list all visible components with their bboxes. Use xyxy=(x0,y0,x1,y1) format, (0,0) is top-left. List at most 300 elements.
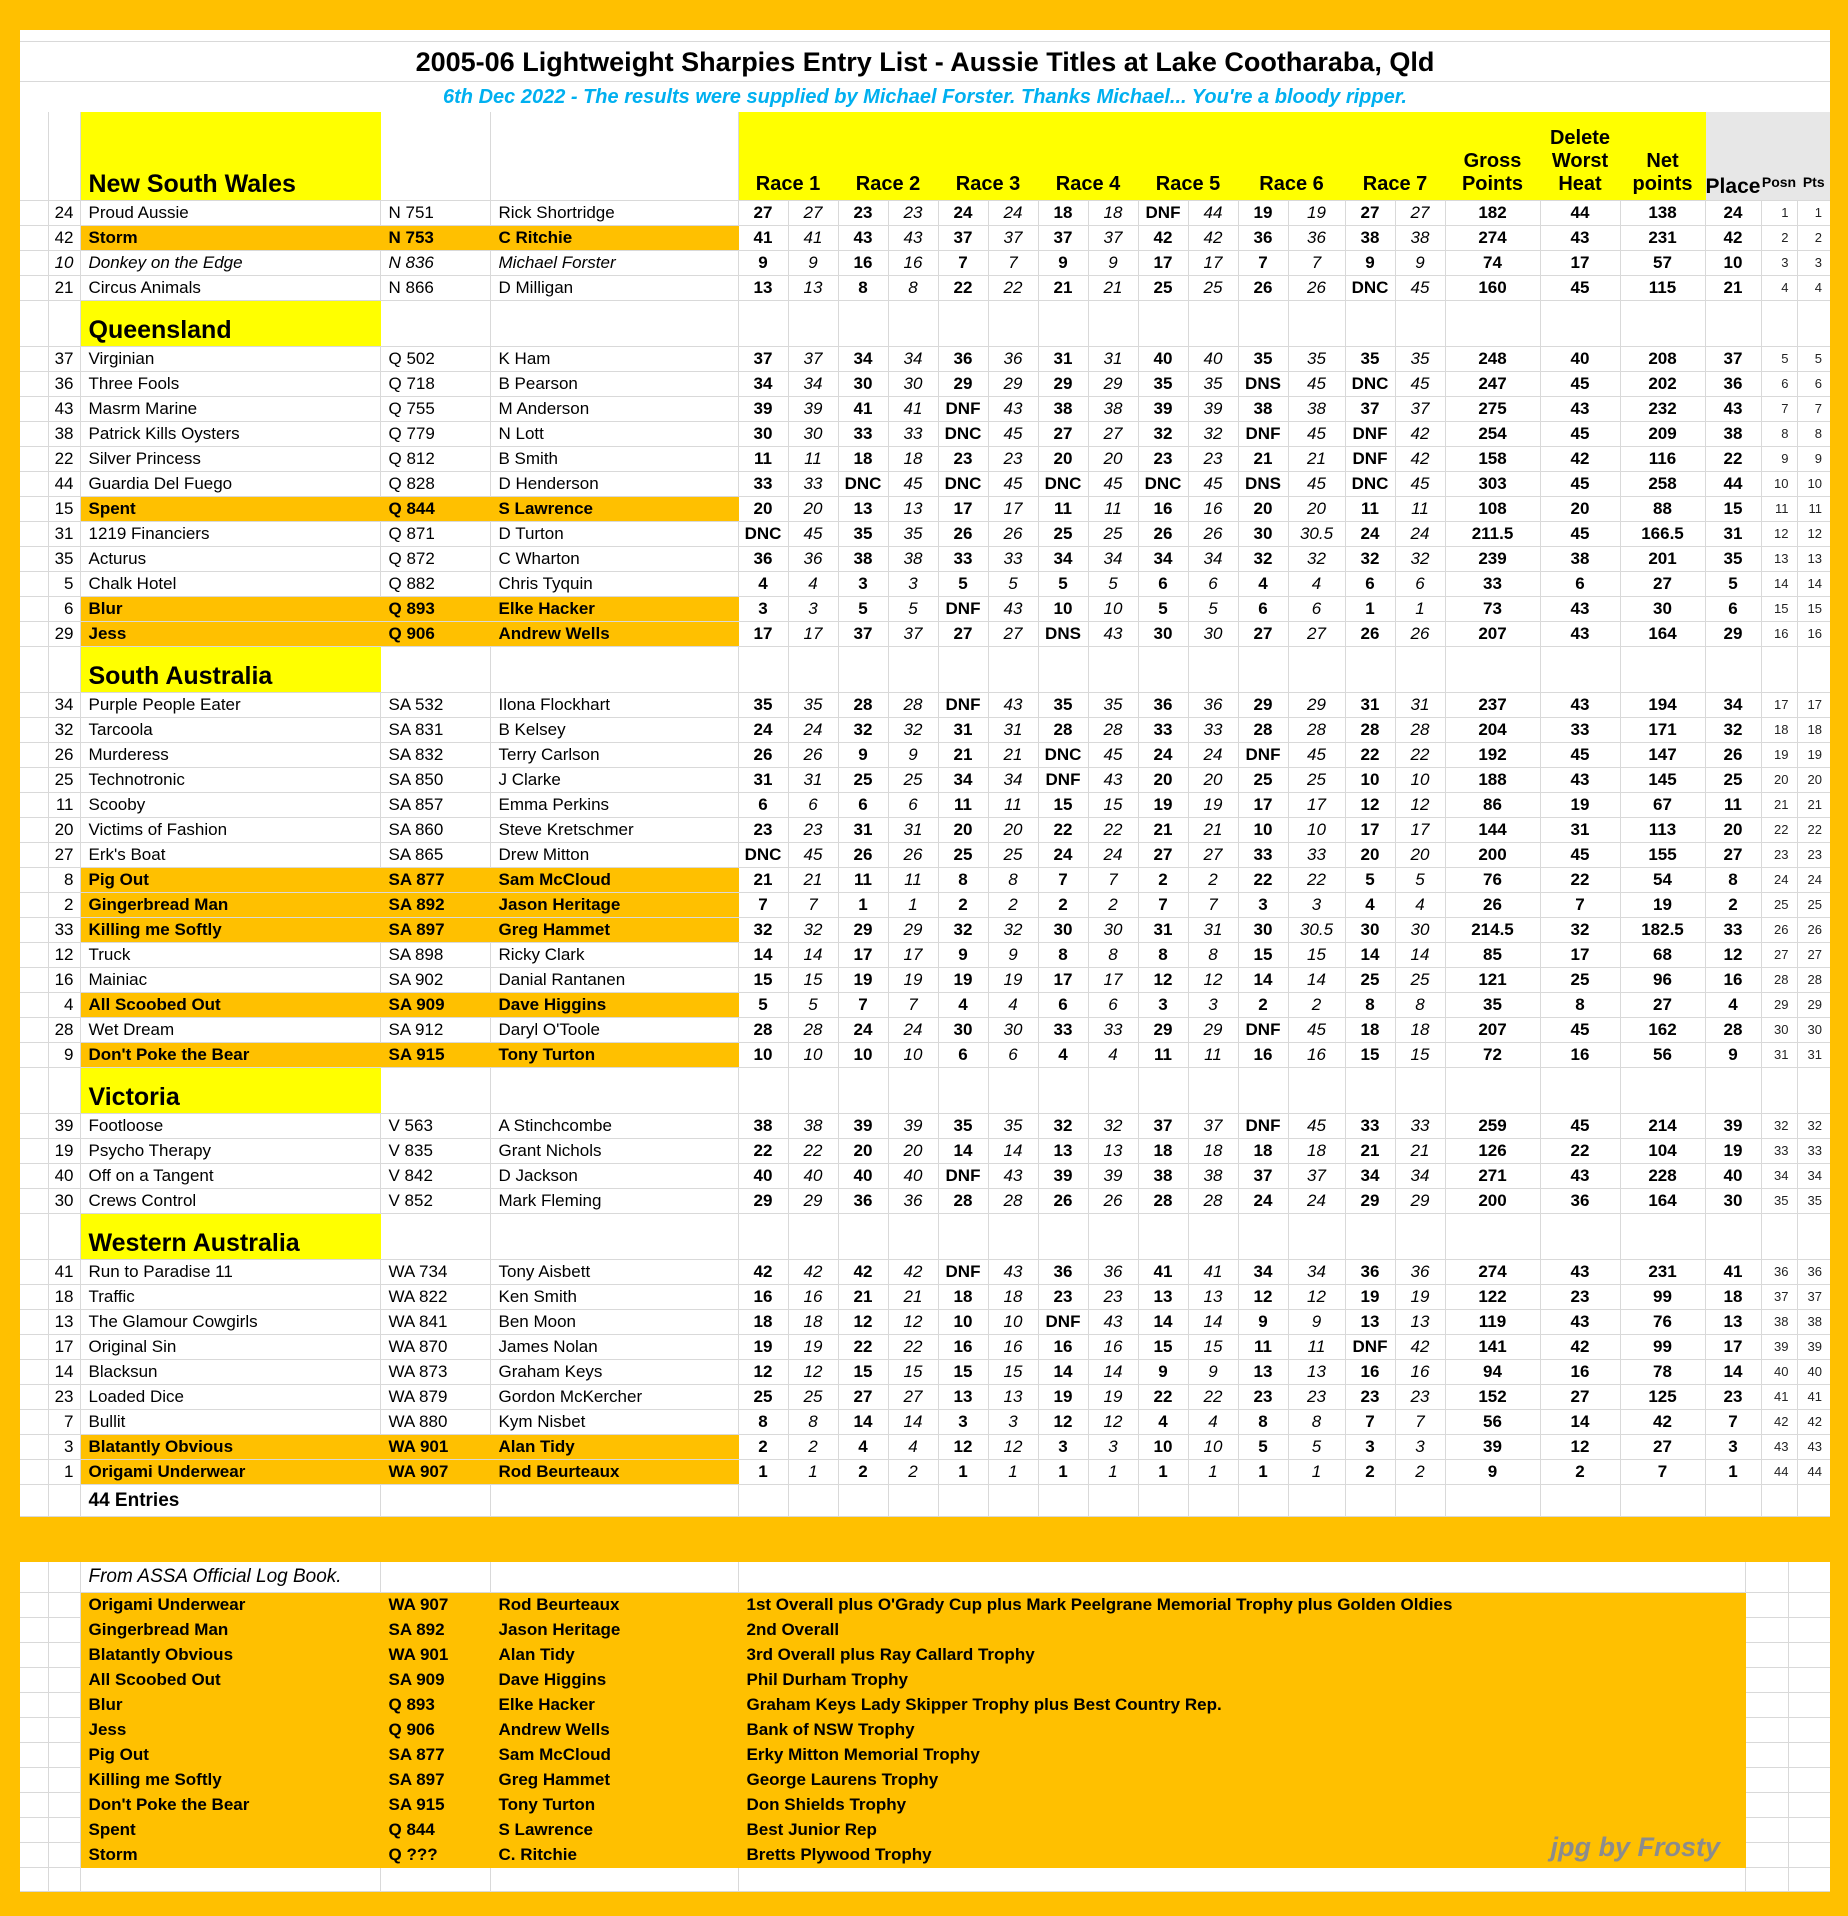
cell-posn[interactable]: 10 xyxy=(1761,471,1797,496)
cell-place[interactable]: 30 xyxy=(1705,1188,1761,1213)
cell-race-7-points[interactable]: 33 xyxy=(1395,1113,1445,1138)
trophy-rownum-cell[interactable] xyxy=(48,1842,80,1867)
cell-race-7-points[interactable]: 8 xyxy=(1395,992,1445,1017)
cell-place[interactable]: 44 xyxy=(1705,471,1761,496)
cell-posn[interactable]: 26 xyxy=(1761,917,1797,942)
cell-race-6-score[interactable]: DNF xyxy=(1238,421,1288,446)
section-race-blank[interactable] xyxy=(1288,1213,1345,1259)
cell-race-4-points[interactable]: 33 xyxy=(1088,1017,1138,1042)
trophy-rownum-cell[interactable] xyxy=(48,1817,80,1842)
cell-race-2-score[interactable]: 25 xyxy=(838,767,888,792)
cell-sail-number[interactable]: SA 831 xyxy=(380,717,490,742)
column-header-delete-worst-heat[interactable]: Delete Worst Heat xyxy=(1540,112,1620,200)
cell-sail-number[interactable]: N 753 xyxy=(380,225,490,250)
cell-gross-points[interactable]: 85 xyxy=(1445,942,1540,967)
cell-race-6-points[interactable]: 23 xyxy=(1288,1384,1345,1409)
cell-posn[interactable]: 30 xyxy=(1761,1017,1797,1042)
cell-race-4-score[interactable]: 10 xyxy=(1038,596,1088,621)
cell-race-7-score[interactable]: 21 xyxy=(1345,1138,1395,1163)
column-header-net-points[interactable]: Net points xyxy=(1620,112,1705,200)
cell-gross-points[interactable]: 247 xyxy=(1445,371,1540,396)
cell-race-7-points[interactable]: 17 xyxy=(1395,817,1445,842)
cell-race-1-score[interactable]: 35 xyxy=(738,692,788,717)
cell-race-5-points[interactable]: 40 xyxy=(1188,346,1238,371)
cell-race-5-score[interactable]: 32 xyxy=(1138,421,1188,446)
cell-place[interactable]: 26 xyxy=(1705,742,1761,767)
entry-spacer-cell[interactable] xyxy=(20,792,48,817)
cell-race-3-points[interactable]: 29 xyxy=(988,371,1038,396)
cell-race-1-score[interactable]: 12 xyxy=(738,1359,788,1384)
cell-race-5-points[interactable]: 29 xyxy=(1188,1017,1238,1042)
entry-spacer-cell[interactable] xyxy=(20,892,48,917)
cell-place[interactable]: 23 xyxy=(1705,1384,1761,1409)
section-header-new-south-wales[interactable]: New South Wales xyxy=(80,112,380,200)
cell-race-1-score[interactable]: 14 xyxy=(738,942,788,967)
cell-race-3-score[interactable]: 8 xyxy=(938,867,988,892)
section-sail-blank[interactable] xyxy=(380,1213,490,1259)
cell-race-6-score[interactable]: 37 xyxy=(1238,1163,1288,1188)
cell-delete-worst-heat[interactable]: 31 xyxy=(1540,817,1620,842)
section-spacer-cell[interactable] xyxy=(20,1067,48,1113)
cell-net-points[interactable]: 57 xyxy=(1620,250,1705,275)
cell-place-number[interactable]: 20 xyxy=(48,817,80,842)
cell-delete-worst-heat[interactable]: 43 xyxy=(1540,1163,1620,1188)
cell-race-5-score[interactable]: 35 xyxy=(1138,371,1188,396)
cell-posn[interactable]: 31 xyxy=(1761,1042,1797,1067)
cell-race-1-points[interactable]: 22 xyxy=(788,1138,838,1163)
cell-boat-name[interactable]: Donkey on the Edge xyxy=(80,250,380,275)
cell-place[interactable]: 36 xyxy=(1705,371,1761,396)
entries-race-blank[interactable] xyxy=(788,1484,838,1516)
cell-race-7-score[interactable]: 9 xyxy=(1345,250,1395,275)
trophy-skipper-name[interactable]: Rod Beurteaux xyxy=(490,1592,738,1617)
cell-place-number[interactable]: 34 xyxy=(48,692,80,717)
log-book-note[interactable]: From ASSA Official Log Book. xyxy=(80,1562,380,1592)
cell-race-5-points[interactable]: 2 xyxy=(1188,867,1238,892)
cell-race-4-score[interactable]: 4 xyxy=(1038,1042,1088,1067)
cell-race-5-score[interactable]: 37 xyxy=(1138,1113,1188,1138)
section-net-blank[interactable] xyxy=(1620,1213,1705,1259)
cell-race-6-points[interactable]: 11 xyxy=(1288,1334,1345,1359)
entry-spacer-cell[interactable] xyxy=(20,1017,48,1042)
cell-race-4-points[interactable]: 2 xyxy=(1088,892,1138,917)
cell-race-2-points[interactable]: 1 xyxy=(888,892,938,917)
cell-race-1-points[interactable]: 34 xyxy=(788,371,838,396)
cell-place[interactable]: 40 xyxy=(1705,1163,1761,1188)
cell-net-points[interactable]: 30 xyxy=(1620,596,1705,621)
cell-place-number[interactable]: 21 xyxy=(48,275,80,300)
cell-race-4-points[interactable]: 6 xyxy=(1088,992,1138,1017)
trophy-spacer-cell[interactable] xyxy=(20,1617,48,1642)
cell-skipper-name[interactable]: D Milligan xyxy=(490,275,738,300)
cell-race-2-points[interactable]: 25 xyxy=(888,767,938,792)
section-race-blank[interactable] xyxy=(1345,646,1395,692)
cell-race-2-score[interactable]: 35 xyxy=(838,521,888,546)
lognote-right-blank[interactable] xyxy=(1745,1562,1788,1592)
cell-sail-number[interactable]: SA 898 xyxy=(380,942,490,967)
cell-race-4-points[interactable]: 27 xyxy=(1088,421,1138,446)
cell-race-5-points[interactable]: 8 xyxy=(1188,942,1238,967)
cell-race-3-score[interactable]: 26 xyxy=(938,521,988,546)
cell-race-4-score[interactable]: 28 xyxy=(1038,717,1088,742)
section-race-blank[interactable] xyxy=(1038,300,1088,346)
cell-race-5-points[interactable]: 23 xyxy=(1188,446,1238,471)
cell-posn[interactable]: 12 xyxy=(1761,521,1797,546)
trophy-spacer-cell[interactable] xyxy=(20,1642,48,1667)
trophy-boat-name[interactable]: Spent xyxy=(80,1817,380,1842)
section-race-blank[interactable] xyxy=(1088,1067,1138,1113)
cell-posn[interactable]: 44 xyxy=(1761,1459,1797,1484)
cell-race-5-points[interactable]: 38 xyxy=(1188,1163,1238,1188)
cell-place[interactable]: 5 xyxy=(1705,571,1761,596)
cell-delete-worst-heat[interactable]: 33 xyxy=(1540,717,1620,742)
cell-race-1-score[interactable]: 26 xyxy=(738,742,788,767)
section-race-blank[interactable] xyxy=(738,1067,788,1113)
cell-boat-name[interactable]: Footloose xyxy=(80,1113,380,1138)
cell-pts[interactable]: 31 xyxy=(1797,1042,1830,1067)
cell-race-1-score[interactable]: 19 xyxy=(738,1334,788,1359)
cell-race-3-points[interactable]: 10 xyxy=(988,1309,1038,1334)
cell-net-points[interactable]: 201 xyxy=(1620,546,1705,571)
cell-posn[interactable]: 36 xyxy=(1761,1259,1797,1284)
entry-spacer-cell[interactable] xyxy=(20,546,48,571)
cell-race-2-score[interactable]: 13 xyxy=(838,496,888,521)
cell-race-7-points[interactable]: 11 xyxy=(1395,496,1445,521)
cell-race-4-score[interactable]: 6 xyxy=(1038,992,1088,1017)
cell-place-number[interactable]: 37 xyxy=(48,346,80,371)
cell-place-number[interactable]: 41 xyxy=(48,1259,80,1284)
cell-boat-name[interactable]: Traffic xyxy=(80,1284,380,1309)
cell-boat-name[interactable]: Technotronic xyxy=(80,767,380,792)
cell-race-5-points[interactable]: 16 xyxy=(1188,496,1238,521)
cell-posn[interactable]: 16 xyxy=(1761,621,1797,646)
cell-race-6-score[interactable]: 14 xyxy=(1238,967,1288,992)
trophy-rownum-cell[interactable] xyxy=(48,1767,80,1792)
cell-race-2-score[interactable]: 24 xyxy=(838,1017,888,1042)
cell-race-4-score[interactable]: 20 xyxy=(1038,446,1088,471)
cell-net-points[interactable]: 116 xyxy=(1620,446,1705,471)
cell-sail-number[interactable]: V 563 xyxy=(380,1113,490,1138)
cell-race-2-points[interactable]: 7 xyxy=(888,992,938,1017)
trophy-right-blank[interactable] xyxy=(1745,1767,1788,1792)
cell-race-7-points[interactable]: 13 xyxy=(1395,1309,1445,1334)
cell-race-6-score[interactable]: 7 xyxy=(1238,250,1288,275)
cell-race-4-points[interactable]: 37 xyxy=(1088,225,1138,250)
cell-skipper-name[interactable]: Tony Aisbett xyxy=(490,1259,738,1284)
cell-race-6-points[interactable]: 4 xyxy=(1288,571,1345,596)
cell-race-5-points[interactable]: 3 xyxy=(1188,992,1238,1017)
cell-race-1-points[interactable]: 14 xyxy=(788,942,838,967)
entry-spacer-cell[interactable] xyxy=(20,1042,48,1067)
cell-sail-number[interactable]: SA 902 xyxy=(380,967,490,992)
cell-place-number[interactable]: 9 xyxy=(48,1042,80,1067)
cell-skipper-name[interactable]: J Clarke xyxy=(490,767,738,792)
cell-race-7-score[interactable]: 2 xyxy=(1345,1459,1395,1484)
cell-race-5-points[interactable]: 1 xyxy=(1188,1459,1238,1484)
cell-place-number[interactable]: 18 xyxy=(48,1284,80,1309)
cell-race-6-points[interactable]: 32 xyxy=(1288,546,1345,571)
cell-race-1-score[interactable]: 20 xyxy=(738,496,788,521)
trophy-right-blank[interactable] xyxy=(1745,1667,1788,1692)
cell-place[interactable]: 27 xyxy=(1705,842,1761,867)
cell-race-4-score[interactable]: 19 xyxy=(1038,1384,1088,1409)
cell-net-points[interactable]: 138 xyxy=(1620,200,1705,225)
cell-race-4-points[interactable]: 36 xyxy=(1088,1259,1138,1284)
cell-pts[interactable]: 1 xyxy=(1797,200,1830,225)
cell-place-number[interactable]: 27 xyxy=(48,842,80,867)
section-race-blank[interactable] xyxy=(738,300,788,346)
cell-race-7-score[interactable]: 25 xyxy=(1345,967,1395,992)
cell-place[interactable]: 13 xyxy=(1705,1309,1761,1334)
cell-race-3-points[interactable]: 33 xyxy=(988,546,1038,571)
cell-gross-points[interactable]: 144 xyxy=(1445,817,1540,842)
trophy-sail-number[interactable]: SA 915 xyxy=(380,1792,490,1817)
cell-race-5-score[interactable]: 16 xyxy=(1138,496,1188,521)
cell-race-7-points[interactable]: 14 xyxy=(1395,942,1445,967)
entries-place-blank[interactable] xyxy=(1705,1484,1761,1516)
cell-place[interactable]: 22 xyxy=(1705,446,1761,471)
cell-race-4-points[interactable]: 43 xyxy=(1088,1309,1138,1334)
cell-gross-points[interactable]: 35 xyxy=(1445,992,1540,1017)
cell-race-5-points[interactable]: 27 xyxy=(1188,842,1238,867)
cell-race-2-score[interactable]: 14 xyxy=(838,1409,888,1434)
cell-sail-number[interactable]: SA 877 xyxy=(380,867,490,892)
cell-race-4-score[interactable]: 16 xyxy=(1038,1334,1088,1359)
cell-place-number[interactable]: 23 xyxy=(48,1384,80,1409)
cell-race-3-points[interactable]: 2 xyxy=(988,892,1038,917)
cell-race-7-points[interactable]: 2 xyxy=(1395,1459,1445,1484)
cell-net-points[interactable]: 147 xyxy=(1620,742,1705,767)
bottom-blank-cell[interactable] xyxy=(1788,1867,1830,1891)
cell-posn[interactable]: 40 xyxy=(1761,1359,1797,1384)
cell-sail-number[interactable]: Q 893 xyxy=(380,596,490,621)
cell-race-2-points[interactable]: 22 xyxy=(888,1334,938,1359)
cell-skipper-name[interactable]: K Ham xyxy=(490,346,738,371)
cell-posn[interactable]: 37 xyxy=(1761,1284,1797,1309)
cell-boat-name[interactable]: Erk's Boat xyxy=(80,842,380,867)
entries-count-label[interactable]: 44 Entries xyxy=(80,1484,380,1516)
cell-delete-worst-heat[interactable]: 45 xyxy=(1540,371,1620,396)
entry-spacer-cell[interactable] xyxy=(20,1409,48,1434)
cell-race-3-score[interactable]: 23 xyxy=(938,446,988,471)
trophy-spacer-cell[interactable] xyxy=(20,1817,48,1842)
cell-skipper-name[interactable]: Chris Tyquin xyxy=(490,571,738,596)
cell-gross-points[interactable]: 72 xyxy=(1445,1042,1540,1067)
cell-race-3-score[interactable]: 9 xyxy=(938,942,988,967)
cell-place[interactable]: 35 xyxy=(1705,546,1761,571)
cell-race-4-points[interactable]: 11 xyxy=(1088,496,1138,521)
cell-pts[interactable]: 18 xyxy=(1797,717,1830,742)
cell-race-3-score[interactable]: 18 xyxy=(938,1284,988,1309)
cell-race-5-score[interactable]: 31 xyxy=(1138,917,1188,942)
cell-race-7-points[interactable]: 45 xyxy=(1395,275,1445,300)
cell-race-2-points[interactable]: 10 xyxy=(888,1042,938,1067)
cell-race-3-score[interactable]: 37 xyxy=(938,225,988,250)
cell-boat-name[interactable]: Psycho Therapy xyxy=(80,1138,380,1163)
cell-race-6-score[interactable]: 29 xyxy=(1238,692,1288,717)
cell-race-4-points[interactable]: 28 xyxy=(1088,717,1138,742)
cell-boat-name[interactable]: Original Sin xyxy=(80,1334,380,1359)
trophy-spacer-cell[interactable] xyxy=(20,1667,48,1692)
cell-race-1-points[interactable]: 13 xyxy=(788,275,838,300)
cell-race-5-score[interactable]: 5 xyxy=(1138,596,1188,621)
section-race-blank[interactable] xyxy=(1238,646,1288,692)
cell-race-1-points[interactable]: 21 xyxy=(788,867,838,892)
cell-race-5-score[interactable]: 27 xyxy=(1138,842,1188,867)
cell-race-5-points[interactable]: 24 xyxy=(1188,742,1238,767)
entry-spacer-cell[interactable] xyxy=(20,200,48,225)
cell-race-1-points[interactable]: 2 xyxy=(788,1434,838,1459)
cell-gross-points[interactable]: 26 xyxy=(1445,892,1540,917)
cell-posn[interactable]: 42 xyxy=(1761,1409,1797,1434)
cell-boat-name[interactable]: Off on a Tangent xyxy=(80,1163,380,1188)
cell-race-4-points[interactable]: 20 xyxy=(1088,446,1138,471)
cell-race-7-score[interactable]: 4 xyxy=(1345,892,1395,917)
cell-race-6-score[interactable]: DNF xyxy=(1238,742,1288,767)
cell-place[interactable]: 17 xyxy=(1705,1334,1761,1359)
entry-spacer-cell[interactable] xyxy=(20,275,48,300)
cell-race-2-points[interactable]: 20 xyxy=(888,1138,938,1163)
cell-sail-number[interactable]: WA 880 xyxy=(380,1409,490,1434)
cell-race-7-points[interactable]: 12 xyxy=(1395,792,1445,817)
cell-skipper-name[interactable]: B Pearson xyxy=(490,371,738,396)
cell-race-6-score[interactable]: DNF xyxy=(1238,1113,1288,1138)
cell-skipper-name[interactable]: Jason Heritage xyxy=(490,892,738,917)
cell-race-1-score[interactable]: 22 xyxy=(738,1138,788,1163)
cell-pts[interactable]: 12 xyxy=(1797,521,1830,546)
cell-posn[interactable]: 8 xyxy=(1761,421,1797,446)
cell-boat-name[interactable]: Killing me Softly xyxy=(80,917,380,942)
trophy-boat-name[interactable]: Blur xyxy=(80,1692,380,1717)
cell-skipper-name[interactable]: B Smith xyxy=(490,446,738,471)
cell-race-1-points[interactable]: 1 xyxy=(788,1459,838,1484)
section-race-blank[interactable] xyxy=(938,300,988,346)
cell-race-7-score[interactable]: DNC xyxy=(1345,371,1395,396)
trophy-boat-name[interactable]: All Scoobed Out xyxy=(80,1667,380,1692)
trophy-rownum-cell[interactable] xyxy=(48,1592,80,1617)
cell-skipper-name[interactable]: B Kelsey xyxy=(490,717,738,742)
cell-race-6-points[interactable]: 45 xyxy=(1288,371,1345,396)
cell-delete-worst-heat[interactable]: 42 xyxy=(1540,446,1620,471)
header-skipper-cell[interactable] xyxy=(490,112,738,200)
cell-race-7-points[interactable]: 26 xyxy=(1395,621,1445,646)
cell-race-5-score[interactable]: 30 xyxy=(1138,621,1188,646)
section-header-south-australia[interactable]: South Australia xyxy=(80,646,380,692)
cell-race-7-points[interactable]: 34 xyxy=(1395,1163,1445,1188)
cell-place[interactable]: 8 xyxy=(1705,867,1761,892)
cell-pts[interactable]: 15 xyxy=(1797,596,1830,621)
cell-sail-number[interactable]: N 836 xyxy=(380,250,490,275)
cell-place[interactable]: 42 xyxy=(1705,225,1761,250)
cell-race-6-score[interactable]: DNF xyxy=(1238,1017,1288,1042)
cell-pts[interactable]: 5 xyxy=(1797,346,1830,371)
cell-delete-worst-heat[interactable]: 42 xyxy=(1540,1334,1620,1359)
trophy-sail-number[interactable]: SA 897 xyxy=(380,1767,490,1792)
cell-race-2-points[interactable]: 9 xyxy=(888,742,938,767)
cell-pts[interactable]: 30 xyxy=(1797,1017,1830,1042)
cell-race-2-points[interactable]: 39 xyxy=(888,1113,938,1138)
cell-place-number[interactable]: 16 xyxy=(48,967,80,992)
cell-delete-worst-heat[interactable]: 44 xyxy=(1540,200,1620,225)
cell-pts[interactable]: 38 xyxy=(1797,1309,1830,1334)
cell-race-3-score[interactable]: 27 xyxy=(938,621,988,646)
entries-posn-blank[interactable] xyxy=(1761,1484,1797,1516)
cell-race-2-score[interactable]: 20 xyxy=(838,1138,888,1163)
cell-race-2-score[interactable]: 36 xyxy=(838,1188,888,1213)
cell-posn[interactable]: 39 xyxy=(1761,1334,1797,1359)
cell-net-points[interactable]: 99 xyxy=(1620,1334,1705,1359)
cell-sail-number[interactable]: N 751 xyxy=(380,200,490,225)
cell-delete-worst-heat[interactable]: 45 xyxy=(1540,421,1620,446)
cell-race-3-points[interactable]: 9 xyxy=(988,942,1038,967)
cell-race-7-score[interactable]: 14 xyxy=(1345,942,1395,967)
cell-pts[interactable]: 22 xyxy=(1797,817,1830,842)
cell-pts[interactable]: 39 xyxy=(1797,1334,1830,1359)
section-race-blank[interactable] xyxy=(838,1067,888,1113)
cell-race-3-score[interactable]: 10 xyxy=(938,1309,988,1334)
entries-sail-blank[interactable] xyxy=(380,1484,490,1516)
trophy-spacer-cell[interactable] xyxy=(20,1692,48,1717)
cell-race-2-score[interactable]: 23 xyxy=(838,200,888,225)
cell-race-5-points[interactable]: 15 xyxy=(1188,1334,1238,1359)
section-rownum-cell[interactable] xyxy=(48,300,80,346)
cell-race-5-score[interactable]: 14 xyxy=(1138,1309,1188,1334)
section-posn-blank[interactable] xyxy=(1761,1067,1797,1113)
cell-net-points[interactable]: 99 xyxy=(1620,1284,1705,1309)
cell-boat-name[interactable]: Origami Underwear xyxy=(80,1459,380,1484)
cell-posn[interactable]: 35 xyxy=(1761,1188,1797,1213)
cell-net-points[interactable]: 231 xyxy=(1620,1259,1705,1284)
cell-race-4-points[interactable]: 43 xyxy=(1088,621,1138,646)
cell-race-5-points[interactable]: 45 xyxy=(1188,471,1238,496)
cell-delete-worst-heat[interactable]: 45 xyxy=(1540,1113,1620,1138)
cell-race-6-points[interactable]: 45 xyxy=(1288,421,1345,446)
cell-skipper-name[interactable]: Ricky Clark xyxy=(490,942,738,967)
cell-race-3-points[interactable]: 45 xyxy=(988,471,1038,496)
cell-net-points[interactable]: 78 xyxy=(1620,1359,1705,1384)
cell-sail-number[interactable]: Q 828 xyxy=(380,471,490,496)
cell-race-2-points[interactable]: 21 xyxy=(888,1284,938,1309)
cell-race-5-score[interactable]: DNC xyxy=(1138,471,1188,496)
cell-net-points[interactable]: 68 xyxy=(1620,942,1705,967)
cell-race-7-points[interactable]: 45 xyxy=(1395,371,1445,396)
section-race-blank[interactable] xyxy=(888,1067,938,1113)
cell-race-4-points[interactable]: 24 xyxy=(1088,842,1138,867)
trophy-right-blank[interactable] xyxy=(1745,1717,1788,1742)
cell-race-4-score[interactable]: 22 xyxy=(1038,817,1088,842)
cell-race-7-points[interactable]: 45 xyxy=(1395,471,1445,496)
cell-skipper-name[interactable]: Emma Perkins xyxy=(490,792,738,817)
trophy-boat-name[interactable]: Jess xyxy=(80,1717,380,1742)
entries-skipper-blank[interactable] xyxy=(490,1484,738,1516)
cell-race-5-score[interactable]: 13 xyxy=(1138,1284,1188,1309)
cell-race-2-score[interactable]: 42 xyxy=(838,1259,888,1284)
cell-race-3-score[interactable]: 1 xyxy=(938,1459,988,1484)
entries-pts-blank[interactable] xyxy=(1797,1484,1830,1516)
cell-gross-points[interactable]: 275 xyxy=(1445,396,1540,421)
cell-race-4-score[interactable]: 26 xyxy=(1038,1188,1088,1213)
cell-race-4-score[interactable]: 39 xyxy=(1038,1163,1088,1188)
cell-delete-worst-heat[interactable]: 7 xyxy=(1540,892,1620,917)
cell-race-3-points[interactable]: 43 xyxy=(988,596,1038,621)
cell-boat-name[interactable]: Loaded Dice xyxy=(80,1384,380,1409)
cell-race-1-points[interactable]: 25 xyxy=(788,1384,838,1409)
trophy-right-blank[interactable] xyxy=(1745,1742,1788,1767)
cell-race-2-points[interactable]: 5 xyxy=(888,596,938,621)
trophy-skipper-name[interactable]: Greg Hammet xyxy=(490,1767,738,1792)
cell-sail-number[interactable]: SA 860 xyxy=(380,817,490,842)
cell-skipper-name[interactable]: Alan Tidy xyxy=(490,1434,738,1459)
